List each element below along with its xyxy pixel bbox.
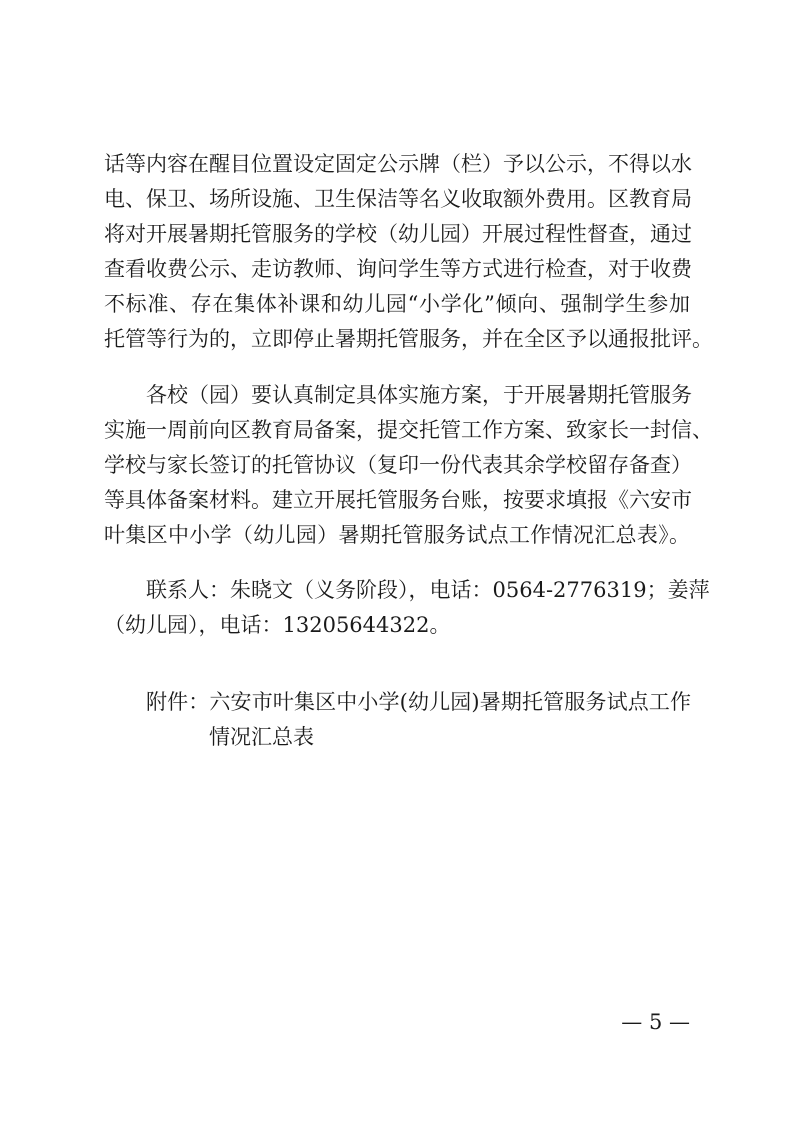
text-line: 不标准、存在集体补课和幼儿园“小学化”倾向、强制学生参加 [104,292,690,316]
text-line: （幼儿园），电话：13205644322。 [104,613,451,637]
text-line: 各校（园）要认真制定具体实施方案，于开展暑期托管服务 [146,383,692,407]
attachment-title: 附件：六安市叶集区中小学(幼儿园)暑期托管服务试点工作 [146,690,691,714]
text-line: 实施一周前向区教育局备案，提交托管工作方案、致家长一封信、 [104,418,713,442]
text-line: 电、保卫、场所设施、卫生保洁等名义收取额外费用。区教育局 [104,187,692,211]
attachment-title-continued: 情况汇总表 [209,725,314,749]
text-line: 联系人：朱晓文（义务阶段），电话：0564-2776319；姜萍 [146,578,710,602]
text-line: 查看收费公示、走访教师、询问学生等方式进行检查，对于收费 [104,257,692,281]
text-line: 将对开展暑期托管服务的学校（幼儿园）开展过程性督查，通过 [104,222,692,246]
page-number: — 5 — [621,1010,690,1034]
text-line: 托管等行为的，立即停止暑期托管服务，并在全区予以通报批评。 [104,327,713,351]
text-line: 等具体备案材料。建立开展托管服务台账，按要求填报《六安市 [104,488,692,512]
attachment-note [146,685,691,755]
text-line: 叶集区中小学（幼儿园）暑期托管服务试点工作情况汇总表》。 [104,523,690,547]
text-line: 话等内容在醒目位置设定固定公示牌（栏）予以公示，不得以水 [104,152,692,176]
paragraph-fee-supervision [104,147,713,357]
paragraph-contacts [104,573,710,643]
text-line: 学校与家长签订的托管协议（复印一份代表其余学校留存备查） [104,453,692,477]
paragraph-implementation-plan [104,378,713,553]
